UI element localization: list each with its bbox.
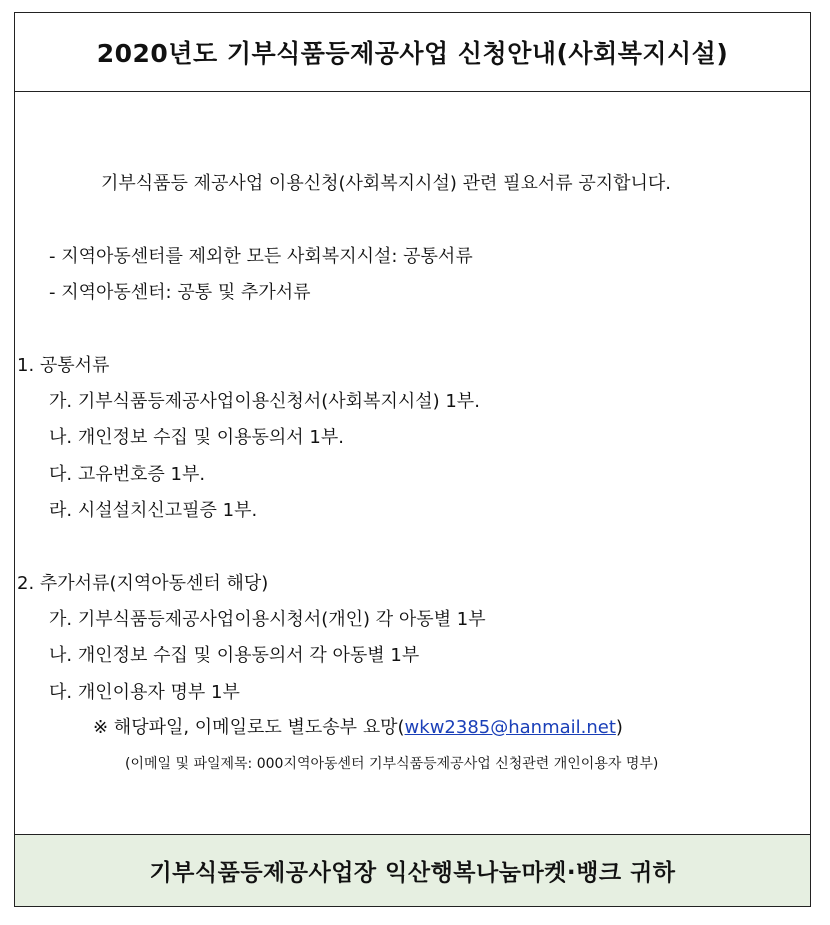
section2-heading: 2. 추가서류(지역아동센터 해당) [17, 573, 269, 594]
list-item: 가. 기부식품등제공사업이용시청서(개인) 각 아동별 1부 [49, 609, 486, 630]
email-note [93, 719, 623, 737]
note-line: - 지역아동센터: 공통 및 추가서류 [49, 282, 311, 303]
list-item: 나. 개인정보 수집 및 이용동의서 각 아동별 1부 [49, 645, 420, 666]
notice-frame [14, 12, 811, 907]
list-item: 라. 시설설치신고필증 1부. [49, 500, 258, 521]
page-title: 2020년도 기부식품등제공사업 신청안내(사회복지시설) [96, 39, 729, 68]
footer-bar [15, 834, 810, 906]
list-item: 가. 기부식품등제공사업이용신청서(사회복지시설) 1부. [49, 391, 480, 412]
email-link[interactable]: wkw2385@hanmail.net [404, 717, 616, 738]
note-line: - 지역아동센터를 제외한 모든 사회복지시설: 공통서류 [49, 246, 473, 267]
list-item: 다. 고유번호증 1부. [49, 464, 206, 485]
section1-heading: 1. 공통서류 [17, 355, 110, 376]
email-note-suffix: ) [615, 717, 623, 738]
intro-text: 기부식품등 제공사업 이용신청(사회복지시설) 관련 필요서류 공지합니다. [101, 173, 672, 194]
notice-content [15, 91, 810, 834]
footer-text: 기부식품등제공사업장 익산행복나눔마켓·뱅크 귀하 [149, 860, 676, 886]
list-item: 나. 개인정보 수집 및 이용동의서 1부. [49, 427, 344, 448]
list-item: 다. 개인이용자 명부 1부 [49, 682, 240, 703]
title-header [15, 13, 810, 92]
email-note-prefix: ※ 해당파일, 이메일로도 별도송부 요망( [93, 717, 405, 738]
file-title-note: (이메일 및 파일제목: 000지역아동센터 기부식품등제공사업 신청관련 개인이용자 명부) [125, 756, 659, 772]
